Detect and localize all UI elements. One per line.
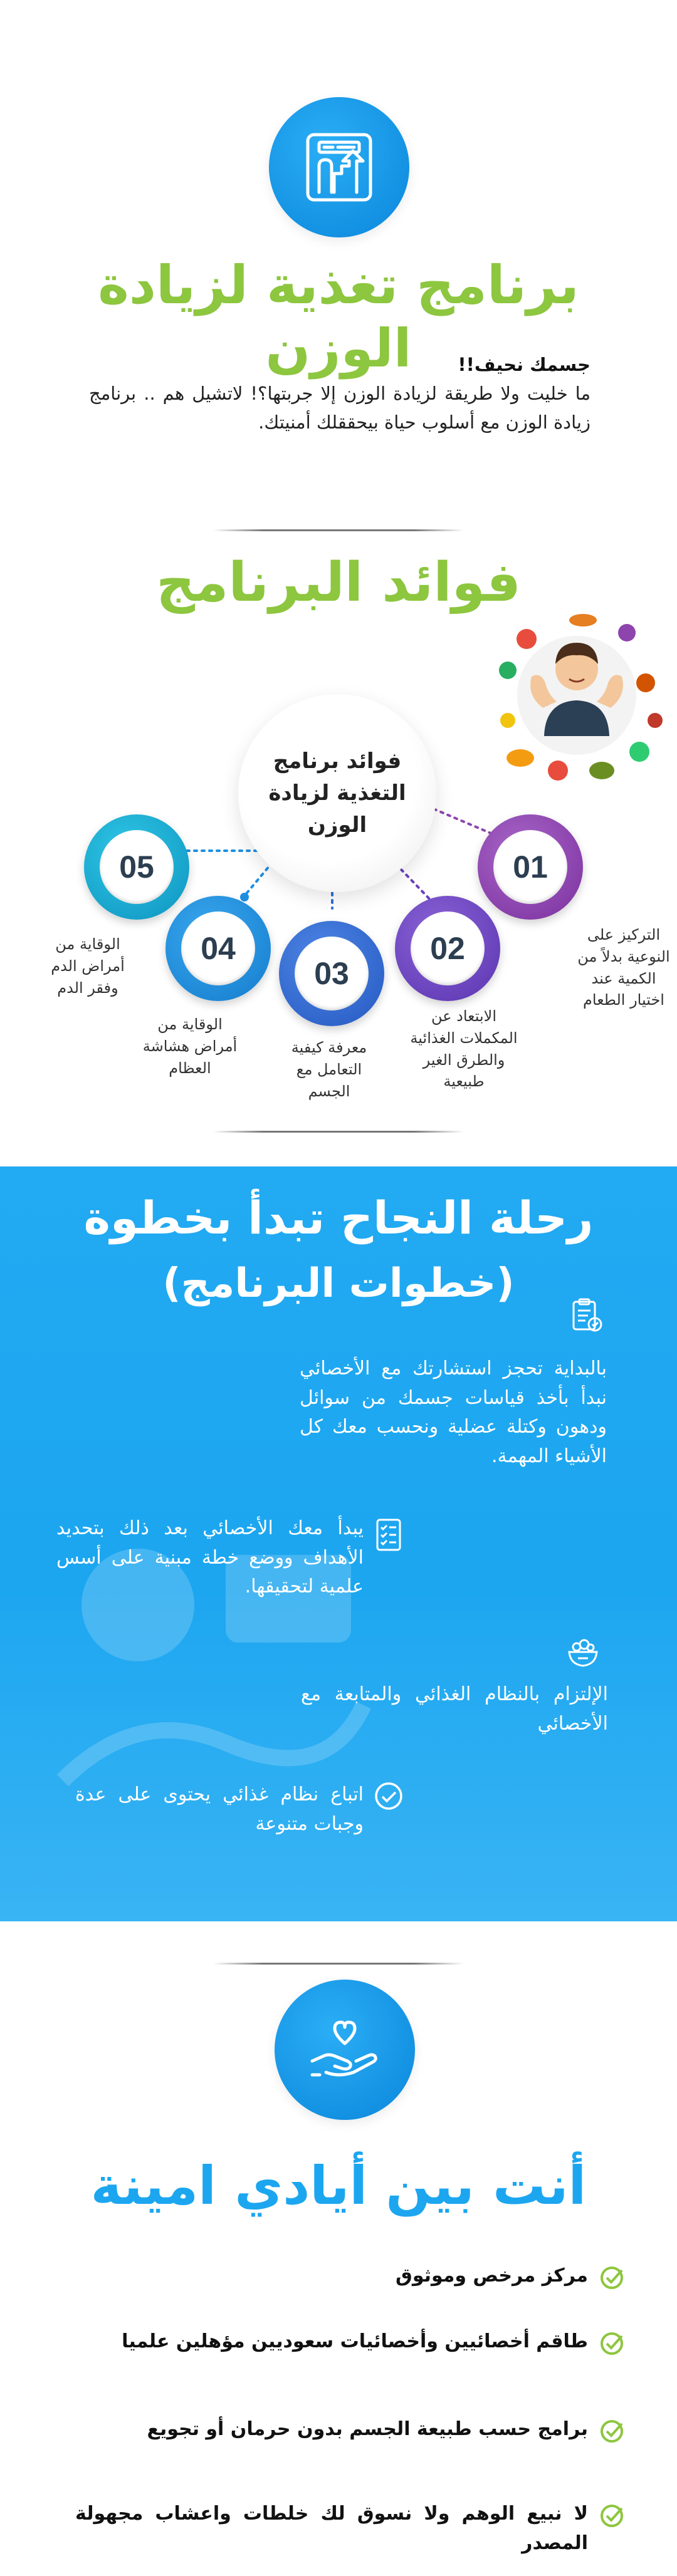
divider	[213, 1131, 464, 1133]
benefit-bubble-04	[165, 896, 271, 1001]
trust-item	[75, 2327, 627, 2357]
trust-item	[75, 2500, 627, 2558]
salad-bowl-icon	[564, 1633, 602, 1671]
step-text-4: اتباع نظام غذائي يحتوى على عدة وجبات متنوعة	[75, 1784, 364, 1835]
step-text-2: يبدأ معك الأخصائي بعد ذلك بتحديد الأهداف ووضع خطة مبنية على أسس علمية لتحقيقها.	[56, 1517, 364, 1597]
divider	[213, 1963, 464, 1965]
benefit-bubble-02	[395, 896, 500, 1001]
benefit-label-02: الابتعاد عن المكملات الغذائية والطرق الغير طبيعية	[410, 1007, 518, 1091]
page-title: برنامج تغذية لزيادة الوزن	[98, 254, 579, 379]
trust-item	[75, 2262, 627, 2292]
check-circle-icon	[599, 2502, 627, 2530]
steps-title: رحلة النجاح تبدأ بخطوة	[83, 1192, 594, 1244]
benefit-number: 01	[493, 830, 567, 904]
trust-item-text: مركز مرخص وموثوق	[396, 2265, 588, 2287]
step-text-3: الإلتزام بالنظام الغذائي والمتابعة مع الأخصائي	[301, 1683, 608, 1735]
benefits-center-circle	[238, 694, 436, 892]
hand-heart-icon	[275, 1980, 415, 2120]
benefit-label-05: الوقاية من أمراض الدم وفقر الدم	[51, 935, 125, 997]
benefits-title: فوائد البرنامج	[156, 551, 521, 614]
trust-item-text: لا نبيع الوهم ولا نسوق لك خلطات واعشاب مجهولة المصدر	[75, 2503, 588, 2554]
steps-section	[0, 1166, 677, 1921]
benefit-label-04: الوقاية من أمراض هشاشة العظام	[142, 1015, 238, 1077]
trust-item-text: طاقم أخصائيين وأخصائيات سعوديين مؤهلين علميا	[122, 2330, 588, 2352]
check-circle-icon	[370, 1777, 407, 1815]
benefit-label-03: معرفة كيفية التعامل مع الجسم	[291, 1039, 367, 1100]
intro-heading: جسمك نحيف!!	[458, 354, 590, 375]
trust-item	[75, 2415, 627, 2445]
steps-subtitle: (خطوات البرنامج)	[162, 1260, 515, 1307]
benefit-number: 02	[411, 911, 485, 985]
benefit-bubble-01	[478, 814, 583, 920]
benefit-number: 05	[100, 830, 174, 904]
clipboard-icon	[567, 1297, 605, 1334]
intro-body: ما خليت ولا طريقة لزيادة الوزن إلا جربتها؟! لاتشيل هم .. برنامج زيادة الوزن مع أسلوب حياة بيحققلك أمنيتك.	[89, 382, 590, 433]
benefit-number: 03	[295, 937, 369, 1010]
step-text-1: بالبداية تحجز استشارتك مع الأخصائي نبدأ بأخذ قياسات جسمك من سوائل ودهون وكتلة عضلية ونحسب معك كل الأشياء المهمة.	[300, 1358, 607, 1467]
trust-title: أنت بين أيادي امينة	[90, 2155, 587, 2216]
check-circle-icon	[599, 2330, 627, 2357]
trust-item-text: برامج حسب طبيعة الجسم بدون حرمان أو تجويع	[147, 2418, 588, 2440]
benefit-label-01: التركيز على النوعية بدلاً من الكمية عند اختيار الطعام	[577, 926, 670, 1009]
benefit-number: 04	[181, 911, 255, 985]
benefit-bubble-03	[279, 921, 384, 1026]
benefits-center-label: فوائد برنامج التغذية لزيادة الوزن	[268, 748, 406, 838]
check-circle-icon	[599, 2418, 627, 2445]
benefit-bubble-05	[84, 814, 189, 920]
check-circle-icon	[599, 2264, 627, 2292]
checklist-icon	[370, 1516, 407, 1554]
